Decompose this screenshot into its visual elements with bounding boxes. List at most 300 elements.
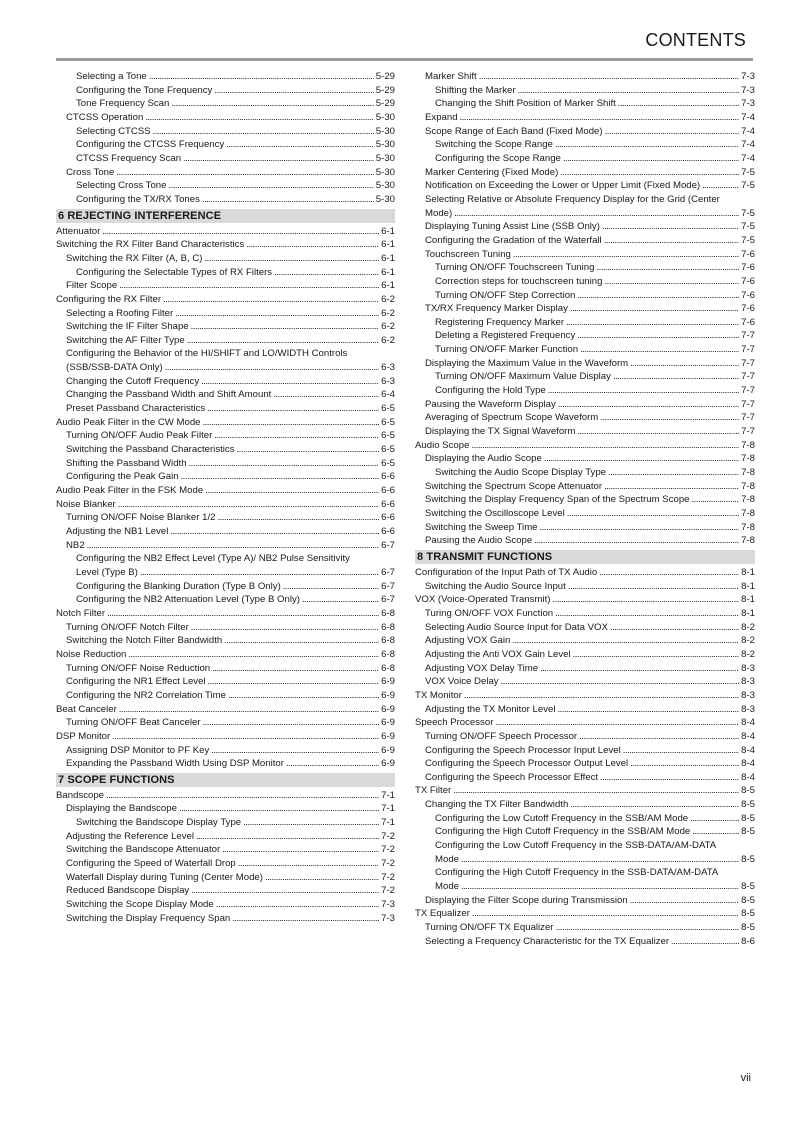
toc-entry[interactable] xyxy=(56,830,395,844)
toc-entry-title: Switching the Oscilloscope Level xyxy=(425,508,565,519)
toc-entry-page: 7-2 xyxy=(381,830,395,842)
toc-entry[interactable] xyxy=(415,798,755,812)
toc-entry-title: Pausing the Waveform Display xyxy=(425,398,556,410)
toc-entry[interactable] xyxy=(415,534,755,548)
toc-entry-title: Expanding the Passband Width Using DSP Monitor xyxy=(66,758,284,770)
toc-entry-page: 6-9 xyxy=(381,730,395,742)
toc-entry-title: Bandscope xyxy=(56,789,105,801)
leader-dots xyxy=(567,507,739,521)
toc-entry[interactable] xyxy=(56,607,395,621)
toc-entry[interactable] xyxy=(56,238,395,252)
toc-entry[interactable] xyxy=(415,493,755,507)
leader-dots xyxy=(555,138,739,152)
toc-entry[interactable] xyxy=(415,935,755,949)
toc-entry-title: Changing the Cutoff Frequency xyxy=(66,375,200,387)
toc-entry[interactable] xyxy=(56,293,395,307)
toc-entry-title: Registering Frequency Marker xyxy=(435,316,565,328)
leader-dots xyxy=(692,493,740,507)
toc-entry-title: Displaying the Audio Scope xyxy=(425,453,542,465)
toc-entry-page: 5-30 xyxy=(375,180,395,192)
toc-entry-page: 6-4 xyxy=(381,389,395,401)
toc-entry-page: 7-2 xyxy=(381,858,395,870)
toc-entry-title: Correction steps for touchscreen tuning xyxy=(435,275,603,287)
toc-entry-title: Switching the IF Filter Shape xyxy=(66,321,189,333)
toc-entry[interactable] xyxy=(56,789,395,803)
toc-entry-title: Switching the Audio Source Input xyxy=(425,580,566,592)
toc-entry-title: Configuration of the Input Path of TX Audio xyxy=(415,566,598,578)
toc-entry-title: TX Equalizer xyxy=(415,908,470,920)
toc-entry-title: TX Filter xyxy=(415,785,452,797)
toc-entry[interactable] xyxy=(415,784,755,798)
toc-entry[interactable] xyxy=(56,757,395,771)
toc-entry-title: Shifting the Marker xyxy=(435,84,516,96)
toc-entry[interactable] xyxy=(56,97,395,111)
toc-entry-page: 6-5 xyxy=(381,403,395,415)
toc-entry[interactable] xyxy=(56,279,395,293)
toc-entry[interactable] xyxy=(415,825,755,839)
leader-dots xyxy=(153,125,374,139)
leader-dots xyxy=(214,429,379,443)
toc-entry[interactable] xyxy=(56,539,395,553)
toc-entry-title: Configuring the Speech Processor Output Level xyxy=(425,758,629,770)
toc-entry-page: 6-7 xyxy=(381,539,395,551)
toc-entry[interactable] xyxy=(415,329,755,343)
toc-entry-page: 6-5 xyxy=(381,430,395,442)
toc-entry-title: Switching the Notch Filter Bandwidth xyxy=(66,635,223,647)
toc-entry[interactable] xyxy=(56,138,395,152)
toc-entry-page: 8-1 xyxy=(741,580,755,592)
toc-entry[interactable] xyxy=(56,416,395,430)
toc-entry[interactable] xyxy=(415,275,755,289)
leader-dots xyxy=(140,566,379,580)
toc-entry[interactable] xyxy=(415,439,755,453)
toc-entry-page: 8-5 xyxy=(741,881,755,893)
toc-entry-page: 8-5 xyxy=(741,799,755,811)
toc-entry-title: Displaying the Filter Scope during Transmission xyxy=(425,894,628,906)
toc-entry[interactable] xyxy=(56,125,395,139)
toc-entry[interactable] xyxy=(56,593,395,607)
toc-entry-page: 7-5 xyxy=(741,207,755,219)
toc-entry-page: 7-6 xyxy=(741,275,755,287)
toc-entry-page: 6-9 xyxy=(381,744,395,756)
leader-dots xyxy=(471,439,739,453)
toc-entry[interactable] xyxy=(56,857,395,871)
toc-entry[interactable] xyxy=(415,316,755,330)
toc-entry[interactable] xyxy=(56,320,395,334)
toc-entry-page: 5-30 xyxy=(375,125,395,137)
toc-entry[interactable] xyxy=(415,179,755,193)
toc-entry[interactable] xyxy=(415,757,755,771)
leader-dots xyxy=(570,302,739,316)
leader-dots xyxy=(128,648,379,662)
toc-entry[interactable] xyxy=(415,689,755,703)
leader-dots xyxy=(118,498,379,512)
leader-dots xyxy=(548,384,739,398)
toc-entry-page: 7-3 xyxy=(381,912,395,924)
toc-entry[interactable] xyxy=(415,425,755,439)
toc-entry[interactable] xyxy=(415,248,755,262)
toc-entry-title: Switching the RX Filter Band Characteristics xyxy=(56,239,245,251)
toc-entry-page: 5-30 xyxy=(375,111,395,123)
toc-entry[interactable] xyxy=(415,675,755,689)
leader-dots xyxy=(163,293,379,307)
toc-entry[interactable] xyxy=(56,225,395,239)
leader-dots xyxy=(168,179,373,193)
toc-entry[interactable] xyxy=(415,97,755,111)
toc-entry-page: 6-9 xyxy=(381,689,395,701)
toc-entry[interactable] xyxy=(56,193,395,207)
toc-entry[interactable] xyxy=(415,289,755,303)
leader-dots xyxy=(573,648,740,662)
toc-entry[interactable] xyxy=(56,552,395,579)
leader-dots xyxy=(179,802,379,816)
toc-entry[interactable] xyxy=(415,466,755,480)
toc-entry-title: Configuring the TX/RX Tones xyxy=(76,193,200,205)
toc-entry-title: Adjusting VOX Delay Time xyxy=(425,662,539,674)
toc-entry-title: Switching the Bandscope Attenuator xyxy=(66,844,221,856)
toc-entry[interactable] xyxy=(56,843,395,857)
toc-entry-continuation xyxy=(76,566,395,580)
leader-dots xyxy=(671,935,739,949)
leader-dots xyxy=(283,580,379,594)
toc-entry-title: Switching the Passband Characteristics xyxy=(66,444,235,456)
leader-dots xyxy=(555,607,739,621)
toc-entry-page: 5-30 xyxy=(375,152,395,164)
toc-entry[interactable] xyxy=(56,730,395,744)
toc-entry[interactable] xyxy=(415,907,755,921)
toc-entry[interactable] xyxy=(415,771,755,785)
toc-entry-page: 5-30 xyxy=(375,193,395,205)
toc-entry-title: Configuring the Speech Processor Input Level xyxy=(425,744,621,756)
toc-entry[interactable] xyxy=(415,302,755,316)
leader-dots xyxy=(454,207,739,221)
toc-entry-title: Switching the Scope Display Mode xyxy=(66,899,214,911)
toc-entry-title: Turning ON/OFF TX Equalizer xyxy=(425,922,554,934)
toc-entry[interactable] xyxy=(415,866,755,893)
toc-entry-title: Pausing the Audio Scope xyxy=(425,535,533,547)
toc-entry[interactable] xyxy=(415,220,755,234)
toc-entry[interactable] xyxy=(415,580,755,594)
toc-entry-page: 7-7 xyxy=(741,344,755,356)
toc-entry[interactable] xyxy=(56,84,395,98)
toc-entry[interactable] xyxy=(56,152,395,166)
leader-dots xyxy=(145,111,373,125)
toc-entry-title: CTCSS Frequency Scan xyxy=(76,152,182,164)
toc-entry[interactable] xyxy=(56,912,395,926)
toc-entry-page: 6-6 xyxy=(381,498,395,510)
leader-dots xyxy=(203,716,380,730)
toc-entry-title: Adjusting the Anti VOX Gain Level xyxy=(425,648,571,660)
toc-entry[interactable] xyxy=(56,816,395,830)
toc-entry[interactable] xyxy=(415,566,755,580)
toc-entry[interactable] xyxy=(56,648,395,662)
toc-entry[interactable] xyxy=(56,871,395,885)
toc-entry-title: Configuring the NB2 Attenuation Level (Type B Only) xyxy=(76,594,300,606)
toc-entry-title: Turing ON/OFF VOX Function xyxy=(425,607,554,619)
toc-entry-page: 8-3 xyxy=(741,676,755,688)
toc-entry[interactable] xyxy=(415,138,755,152)
leader-dots xyxy=(224,634,379,648)
leader-dots xyxy=(577,329,739,343)
toc-entry-title: Speech Processor xyxy=(415,717,494,729)
leader-dots xyxy=(604,480,739,494)
toc-entry-title: Selecting CTCSS xyxy=(76,125,151,137)
leader-dots xyxy=(630,894,739,908)
toc-right-column xyxy=(415,70,755,948)
toc-entry[interactable] xyxy=(56,443,395,457)
toc-entry[interactable] xyxy=(415,894,755,908)
toc-entry-title: TX/RX Frequency Marker Display xyxy=(425,303,568,315)
toc-entry-page: 8-1 xyxy=(741,566,755,578)
toc-entry-page: 8-1 xyxy=(741,607,755,619)
toc-entry-page: 7-7 xyxy=(741,385,755,397)
leader-dots xyxy=(472,907,739,921)
leader-dots xyxy=(495,716,739,730)
leader-dots xyxy=(534,534,739,548)
leader-dots xyxy=(604,234,739,248)
leader-dots xyxy=(106,789,379,803)
leader-dots xyxy=(211,744,379,758)
toc-entry-page: 7-1 xyxy=(381,817,395,829)
toc-entry[interactable] xyxy=(415,261,755,275)
toc-entry-title: Switching the Audio Scope Display Type xyxy=(435,467,607,479)
toc-entry[interactable] xyxy=(415,70,755,84)
toc-entry-page: 7-6 xyxy=(741,303,755,315)
toc-entry-title: Adjusting the Reference Level xyxy=(66,830,194,842)
toc-entry-page: 8-2 xyxy=(741,635,755,647)
toc-entry-page: 6-2 xyxy=(381,293,395,305)
toc-entry[interactable] xyxy=(415,166,755,180)
toc-entry[interactable] xyxy=(415,384,755,398)
toc-entry-page: 7-4 xyxy=(741,152,755,164)
toc-entry-page: 7-8 xyxy=(741,521,755,533)
toc-entry[interactable] xyxy=(415,507,755,521)
toc-entry[interactable] xyxy=(415,343,755,357)
toc-entry-page: 6-3 xyxy=(381,375,395,387)
toc-entry[interactable] xyxy=(415,234,755,248)
leader-dots xyxy=(226,138,374,152)
toc-entry[interactable] xyxy=(415,452,755,466)
toc-entry-title: Turning ON/OFF Beat Canceler xyxy=(66,717,201,729)
toc-entry-title: Turning ON/OFF Notch Filter xyxy=(66,621,189,633)
toc-entry-page: 6-6 xyxy=(381,485,395,497)
leader-dots xyxy=(222,843,379,857)
toc-entry[interactable] xyxy=(415,84,755,98)
leader-dots xyxy=(187,334,379,348)
toc-entry-title: Switching the Sweep Time xyxy=(425,521,538,533)
toc-left-column xyxy=(56,70,395,925)
leader-dots xyxy=(604,275,739,289)
toc-entry-title: TX Monitor xyxy=(415,689,462,701)
leader-dots xyxy=(107,607,379,621)
toc-entry[interactable] xyxy=(56,898,395,912)
toc-entry[interactable] xyxy=(56,166,395,180)
leader-dots xyxy=(540,521,740,535)
toc-entry[interactable] xyxy=(415,593,755,607)
toc-entry[interactable] xyxy=(56,744,395,758)
toc-entry[interactable] xyxy=(56,179,395,193)
leader-dots xyxy=(232,912,379,926)
leader-dots xyxy=(610,621,739,635)
toc-entry[interactable] xyxy=(56,484,395,498)
leader-dots xyxy=(630,357,739,371)
toc-entry-title: Configuring the NR1 Effect Level xyxy=(66,676,206,688)
toc-entry[interactable] xyxy=(56,252,395,266)
toc-entry-page: 8-6 xyxy=(741,935,755,947)
toc-entry[interactable] xyxy=(56,388,395,402)
toc-entry[interactable] xyxy=(415,716,755,730)
leader-dots xyxy=(544,452,739,466)
toc-entry[interactable] xyxy=(415,662,755,676)
toc-entry-title: Configuring the Peak Gain xyxy=(66,471,179,483)
leader-dots xyxy=(600,771,739,785)
toc-entry-title: Switching the Scope Range xyxy=(435,139,553,151)
toc-entry-page: 7-8 xyxy=(741,508,755,519)
toc-entry[interactable] xyxy=(415,411,755,425)
toc-entry-page: 6-6 xyxy=(381,471,395,483)
toc-entry-page: 7-6 xyxy=(741,262,755,274)
toc-entry-title: Preset Passband Characteristics xyxy=(66,403,206,415)
toc-entry[interactable] xyxy=(415,193,755,220)
toc-entry[interactable] xyxy=(415,921,755,935)
toc-entry-page: 8-3 xyxy=(741,662,755,674)
toc-entry-title: Turning ON/OFF Noise Blanker 1/2 xyxy=(66,512,216,524)
toc-entry[interactable] xyxy=(56,307,395,321)
toc-entry-title: Configuring the High Cutoff Frequency in the SSB-DATA/AM-DATA xyxy=(435,867,719,879)
toc-entry-title: Configuring the Gradation of the Waterfall xyxy=(425,234,602,246)
toc-entry-page: 8-5 xyxy=(741,853,755,865)
toc-entry-page: 6-2 xyxy=(381,334,395,346)
toc-entry[interactable] xyxy=(415,111,755,125)
toc-entry-page: 6-5 xyxy=(381,457,395,469)
toc-entry-page: 6-8 xyxy=(381,648,395,660)
toc-entry[interactable] xyxy=(415,398,755,412)
toc-entry[interactable] xyxy=(415,621,755,635)
toc-entry[interactable] xyxy=(415,152,755,166)
toc-entry[interactable] xyxy=(56,70,395,84)
leader-dots xyxy=(623,744,739,758)
toc-entry[interactable] xyxy=(415,839,755,866)
leader-dots xyxy=(613,370,739,384)
toc-entry[interactable] xyxy=(56,716,395,730)
toc-entry-title: Turning ON/OFF Touchscreen Tuning xyxy=(435,262,595,274)
toc-entry[interactable] xyxy=(415,634,755,648)
toc-entry-title: Adjusting the TX Monitor Level xyxy=(425,703,556,715)
leader-dots xyxy=(460,111,740,125)
toc-entry[interactable] xyxy=(415,480,755,494)
leader-dots xyxy=(181,470,380,484)
toc-entry[interactable] xyxy=(415,703,755,717)
toc-entry[interactable] xyxy=(56,402,395,416)
toc-entry[interactable] xyxy=(56,457,395,471)
toc-entry-title: Configuring the Blanking Duration (Type B Only) xyxy=(76,580,281,592)
toc-entry[interactable] xyxy=(56,511,395,525)
leader-dots xyxy=(518,84,740,98)
toc-entry[interactable] xyxy=(56,334,395,348)
leader-dots xyxy=(265,871,379,885)
toc-entry-page: 7-5 xyxy=(741,166,755,178)
toc-entry-page: 7-3 xyxy=(741,71,755,82)
toc-entry[interactable] xyxy=(56,689,395,703)
leader-dots xyxy=(208,675,380,689)
toc-entry-page: 8-5 xyxy=(741,812,755,824)
toc-entry[interactable] xyxy=(56,375,395,389)
toc-entry[interactable] xyxy=(56,675,395,689)
toc-entry-title: VOX (Voice-Operated Transmit) xyxy=(415,594,551,606)
toc-entry[interactable] xyxy=(415,744,755,758)
toc-entry-page: 8-4 xyxy=(741,744,755,756)
toc-entry[interactable] xyxy=(56,429,395,443)
leader-dots xyxy=(189,457,380,471)
toc-entry[interactable] xyxy=(56,525,395,539)
leader-dots xyxy=(191,621,379,635)
toc-entry-page: 8-3 xyxy=(741,703,755,715)
toc-entry[interactable] xyxy=(415,607,755,621)
leader-dots xyxy=(273,388,379,402)
toc-entry-page: 8-1 xyxy=(741,594,755,606)
leader-dots xyxy=(540,662,739,676)
toc-entry-page: 7-8 xyxy=(741,535,755,547)
leader-dots xyxy=(464,689,739,703)
toc-entry-page: 8-2 xyxy=(741,648,755,660)
leader-dots xyxy=(274,266,379,280)
toc-entry-title: Turning ON/OFF Maximum Value Display xyxy=(435,371,611,383)
toc-entry[interactable] xyxy=(56,634,395,648)
toc-entry-title: Switching the Spectrum Scope Attenuator xyxy=(425,480,603,492)
toc-entry-page: 8-4 xyxy=(741,771,755,783)
toc-entry[interactable] xyxy=(56,703,395,717)
toc-entry[interactable] xyxy=(56,111,395,125)
toc-entry[interactable] xyxy=(415,812,755,826)
toc-entry[interactable] xyxy=(415,370,755,384)
toc-entry-title-cont: Level (Type B) xyxy=(76,566,138,578)
toc-entry[interactable] xyxy=(415,648,755,662)
toc-entry-page: 5-29 xyxy=(375,71,395,82)
toc-entry-title: DSP Monitor xyxy=(56,730,111,742)
toc-entry[interactable] xyxy=(56,802,395,816)
leader-dots xyxy=(560,166,739,180)
toc-entry[interactable] xyxy=(56,884,395,898)
leader-dots xyxy=(512,634,739,648)
toc-entry-page: 8-4 xyxy=(741,717,755,729)
toc-entry-title-cont: Mode xyxy=(435,853,459,865)
toc-entry-continuation xyxy=(425,207,755,221)
leader-dots xyxy=(201,375,379,389)
toc-entry[interactable] xyxy=(56,470,395,484)
toc-entry[interactable] xyxy=(56,347,395,374)
toc-entry[interactable] xyxy=(56,498,395,512)
toc-entry-title: Configuring the Selectable Types of RX Filters xyxy=(76,266,273,278)
toc-entry-title-cont: Mode xyxy=(435,881,459,893)
toc-entry[interactable] xyxy=(415,125,755,139)
toc-entry-page: 6-2 xyxy=(381,321,395,333)
toc-entry-title: Selecting Cross Tone xyxy=(76,180,167,192)
toc-entry[interactable] xyxy=(415,357,755,371)
toc-entry[interactable] xyxy=(415,521,755,535)
toc-entry[interactable] xyxy=(56,266,395,280)
toc-entry-title: Audio Peak Filter in the FSK Mode xyxy=(56,485,204,497)
toc-entry-title: Configuring the Behavior of the HI/SHIFT and LO/WIDTH Controls xyxy=(66,348,348,360)
toc-entry-title: Switching the RX Filter (A, B, C) xyxy=(66,252,203,264)
toc-entry[interactable] xyxy=(56,662,395,676)
section-heading: 8 TRANSMIT FUNCTIONS xyxy=(415,550,755,564)
toc-entry[interactable] xyxy=(415,730,755,744)
toc-entry-page: 6-2 xyxy=(381,307,395,319)
toc-entry-page: 7-8 xyxy=(741,453,755,465)
toc-entry[interactable] xyxy=(56,621,395,635)
toc-entry-page: 6-8 xyxy=(381,621,395,633)
toc-entry[interactable] xyxy=(56,580,395,594)
